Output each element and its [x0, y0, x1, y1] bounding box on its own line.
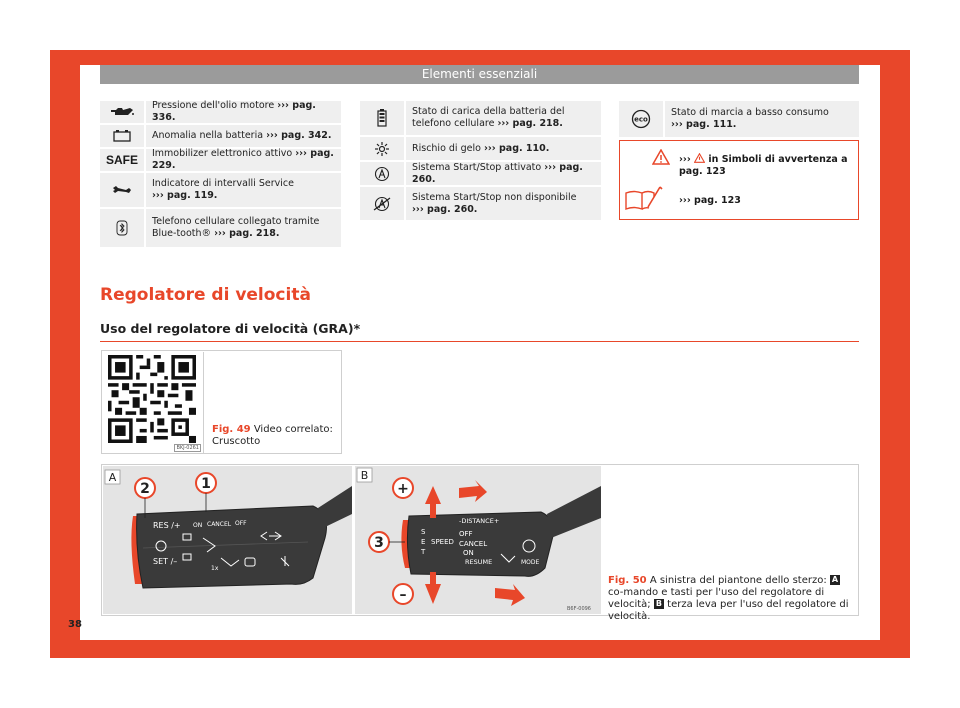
- lever-label: CANCEL: [207, 521, 232, 528]
- start-stop-icon: [360, 162, 406, 185]
- list-item: [360, 137, 601, 162]
- figure-50: [101, 464, 859, 622]
- list-item: [100, 101, 341, 125]
- page-ref: ››› pag. 110.: [483, 142, 550, 154]
- lever-label: MODE: [521, 559, 540, 566]
- panel-b-label: B: [360, 469, 369, 482]
- warn-line2: ››› pag. 123: [679, 195, 741, 206]
- page-ref: ››› pag. 119.: [152, 190, 218, 201]
- section-title: Regolatore di velocità: [100, 285, 311, 305]
- lever-label: S: [421, 528, 426, 536]
- row-text: Indicatore di intervalli Service: [152, 178, 294, 189]
- figure-caption: Video correlato: Cruscotto: [212, 424, 333, 447]
- figure-code: BKJ-0261: [176, 445, 199, 451]
- list-item: [360, 162, 601, 187]
- subtitle-rule: [100, 341, 859, 342]
- row-text: Sistema Start/Stop non disponibile: [412, 191, 577, 203]
- figure-code: B6F-0096: [566, 606, 591, 612]
- bluetooth-icon: [100, 209, 146, 247]
- lever-label: RESUME: [465, 558, 493, 566]
- figure-caption: co-mando e tasti per l'uso del regolatore di velocità;: [608, 587, 825, 610]
- page-header: Elementi essenziali: [100, 65, 859, 84]
- list-item: [100, 209, 341, 247]
- oil-pressure-icon: [100, 101, 146, 123]
- eco-icon: [619, 101, 665, 137]
- lever-label: E: [421, 538, 426, 546]
- lever-label: OFF: [235, 520, 247, 527]
- callout-1: 1: [201, 476, 211, 492]
- phone-battery-icon: [360, 101, 406, 135]
- list-item: [100, 125, 341, 149]
- panel-a-label: A: [108, 471, 117, 484]
- panel-a: [103, 466, 352, 614]
- callout-minus: –: [399, 587, 407, 603]
- panel-b: [355, 466, 601, 614]
- warning-triangle-icon: [652, 149, 670, 165]
- indicator-table-3: [619, 101, 859, 137]
- lever-label: -DISTANCE+: [459, 517, 500, 525]
- callout-plus: +: [397, 481, 409, 497]
- list-item: [100, 173, 341, 209]
- row-text: Pressione dell'olio motore: [152, 100, 275, 111]
- warning-box: [619, 140, 859, 220]
- lever-label: T: [421, 548, 426, 556]
- figure-caption: A sinistra del piantone dello sterzo:: [649, 575, 827, 586]
- lever-label: CANCEL: [459, 540, 488, 548]
- list-item: [360, 101, 601, 137]
- eco-icon-text: eco: [634, 115, 648, 124]
- lever-label: SET /–: [153, 557, 178, 566]
- book-manual-icon: [624, 185, 664, 213]
- wrench-icon: [100, 173, 146, 207]
- lever-label: ON: [193, 522, 203, 529]
- start-stop-off-icon: [360, 187, 406, 220]
- page-ref: ››› pag. 260.: [412, 161, 583, 185]
- row-text: Sistema Start/Stop attivato: [412, 161, 542, 173]
- page-ref: ››› pag. 111.: [671, 119, 737, 130]
- lever-label: RES /+: [153, 521, 181, 530]
- callout-2: 2: [140, 481, 150, 497]
- figure-number: Fig. 50: [608, 575, 647, 586]
- figure-49: [101, 350, 342, 454]
- page-ref: ››› pag. 260.: [412, 203, 478, 215]
- lever-label: 1x: [211, 565, 219, 572]
- row-text: Stato di marcia a basso consumo: [671, 107, 829, 118]
- list-item: [619, 101, 859, 137]
- page-ref: ››› pag. 229.: [152, 148, 334, 171]
- row-text: Stato di carica della batteria del telefono cellulare: [412, 106, 565, 129]
- page-number: 38: [68, 619, 82, 630]
- page-ref: ››› pag. 336.: [152, 100, 316, 123]
- key-b-badge: B: [655, 599, 662, 608]
- battery-icon: [100, 125, 146, 147]
- qr-code-icon: [103, 352, 204, 453]
- page-ref: ››› pag. 218.: [214, 228, 280, 239]
- row-text: Anomalia nella batteria: [152, 130, 264, 141]
- frost-icon: [360, 137, 406, 160]
- indicator-table-1: [100, 101, 341, 247]
- warn-prefix: ›››: [679, 154, 691, 165]
- row-text: Immobilizer elettronico attivo: [152, 148, 293, 159]
- section-subtitle: Uso del regolatore di velocità (GRA)*: [100, 321, 361, 336]
- page-ref: ››› pag. 218.: [497, 118, 563, 129]
- safe-icon-text: SAFE: [105, 153, 138, 167]
- row-text: Telefono cellulare collegato tramite Blue-tooth®: [152, 216, 320, 239]
- callout-3: 3: [374, 535, 384, 551]
- key-a-badge: A: [831, 575, 839, 584]
- figure-number: Fig. 49: [212, 424, 251, 435]
- list-item: [100, 149, 341, 173]
- lever-label: SPEED: [431, 538, 454, 546]
- warn-line1: in Simboli di avvertenza a pag. 123: [679, 154, 848, 177]
- lever-label: OFF: [459, 530, 473, 538]
- lever-label: ON: [463, 549, 474, 557]
- small-warning-icon: [694, 153, 705, 163]
- indicator-table-2: [360, 101, 601, 220]
- page-ref: ››› pag. 342.: [266, 130, 332, 141]
- row-text: Rischio di gelo: [412, 142, 481, 154]
- safe-immobilizer-icon: [100, 149, 146, 171]
- list-item: [360, 187, 601, 220]
- figure-caption: terza leva per l'uso del regolatore di velocità.: [608, 599, 849, 622]
